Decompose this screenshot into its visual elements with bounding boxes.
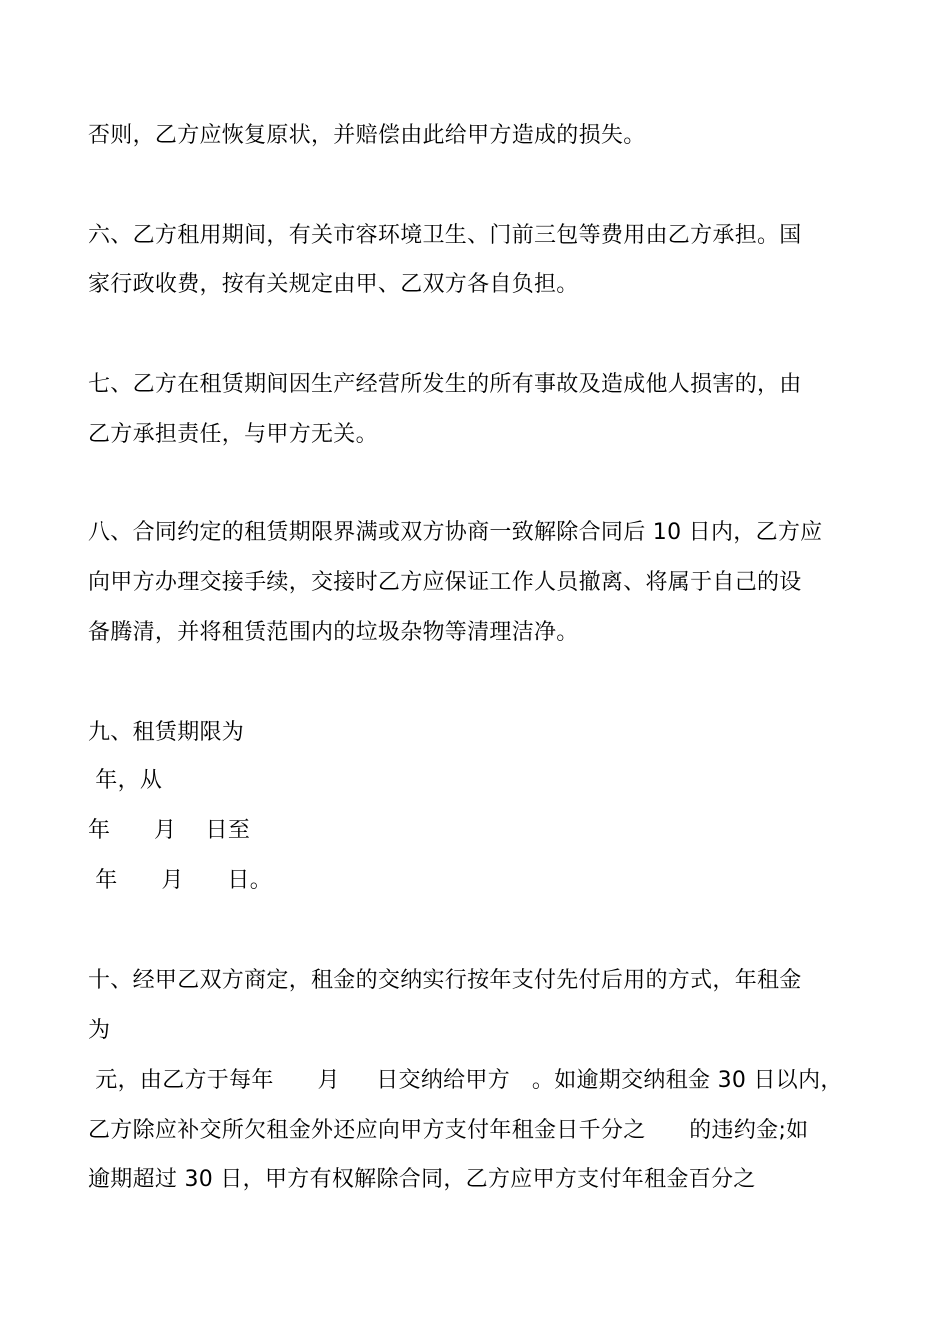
- text-line: 十、经甲乙双方商定，租金的交纳实行按年支付先付后用的方式，年租金: [88, 968, 802, 993]
- text-line: 否则，乙方应恢复原状，并赔偿由此给甲方造成的损失。: [88, 123, 646, 148]
- text-line: 元，由乙方于每年 月 日交纳给甲方 。如逾期交纳租金 30 日以内，: [88, 1068, 843, 1093]
- text-line: 乙方除应补交所欠租金外还应向甲方支付年租金日千分之 的违约金;如: [88, 1118, 809, 1143]
- text-line: 逾期超过 30 日，甲方有权解除合同，乙方应甲方支付年租金百分之: [88, 1167, 756, 1192]
- text-line: 备腾清，并将租赁范围内的垃圾杂物等清理洁净。: [88, 620, 579, 645]
- text-line: 九、租赁期限为: [88, 720, 245, 745]
- text-line: 八、合同约定的租赁期限界满或双方协商一致解除合同后 10 日内，乙方应: [88, 520, 823, 545]
- text-line: 为: [88, 1018, 111, 1043]
- text-line: 年 月 日。: [88, 868, 273, 893]
- text-line: 乙方承担责任，与甲方无关。: [88, 422, 378, 447]
- text-line: 向甲方办理交接手续，交接时乙方应保证工作人员撤离、将属于自己的设: [88, 570, 802, 595]
- text-line: 六、乙方租用期间，有关市容环境卫生、门前三包等费用由乙方承担。国: [88, 223, 802, 248]
- text-line: 年 月 日至: [88, 818, 251, 843]
- text-line: 家行政收费，按有关规定由甲、乙双方各自负担。: [88, 272, 579, 297]
- text-line: 七、乙方在租赁期间因生产经营所发生的所有事故及造成他人损害的，由: [88, 372, 802, 397]
- text-line: 年，从: [88, 768, 163, 793]
